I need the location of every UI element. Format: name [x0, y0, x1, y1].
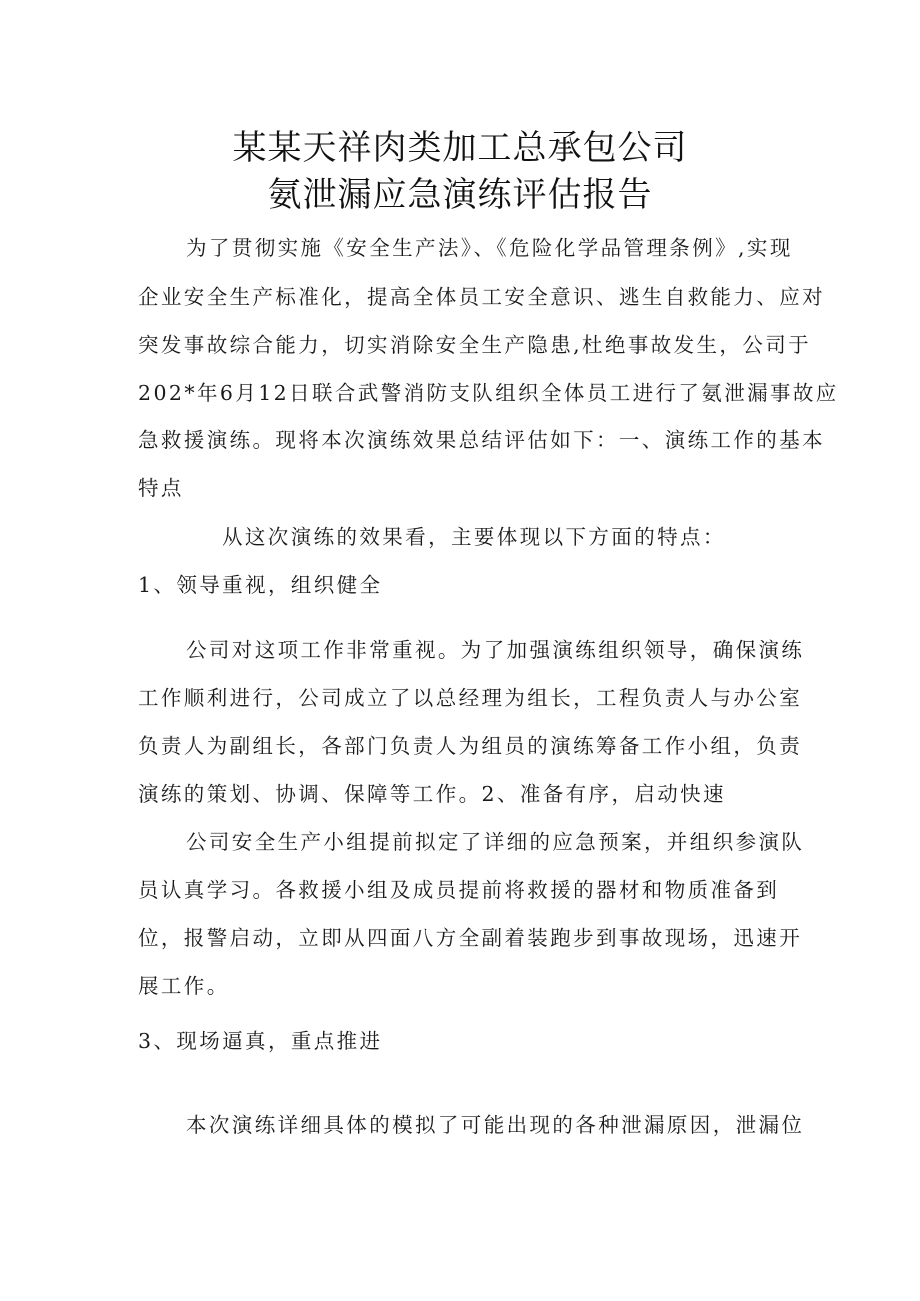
section1-line-1: 公司对这项工作非常重视。为了加强演练组织领导，确保演练 — [186, 638, 805, 662]
section2-line-1: 公司安全生产小组提前拟定了详细的应急预案，并组织参演队 — [186, 830, 805, 854]
summary-line: 从这次演练的效果看，主要体现以下方面的特点： — [222, 525, 726, 549]
intro-line-6: 特点 — [138, 476, 184, 500]
document-title-line-1: 某某天祥肉类加工总承包公司 — [232, 128, 688, 168]
section2-line-4: 展工作。 — [138, 974, 230, 998]
section1-line-4: 演练的策划、协调、保障等工作。2、准备有序，启动快速 — [138, 782, 726, 806]
intro-line-4: 202*年6月12日联合武警消防支队组织全体员工进行了氨泄漏事故应 — [138, 381, 839, 405]
section-heading-1: 1、领导重视，组织健全 — [138, 573, 383, 597]
intro-line-1: 为了贯彻实施《安全生产法》、《危险化学品管理条例》,实现 — [186, 236, 793, 260]
section2-line-3: 位，报警启动，立即从四面八方全副着装跑步到事故现场，迅速开 — [138, 926, 803, 950]
intro-line-2: 企业安全生产标准化，提高全体员工安全意识、逃生自救能力、应对 — [138, 285, 825, 309]
section2-line-2: 员认真学习。各救援小组及成员提前将救援的器材和物质准备到 — [138, 878, 780, 902]
intro-line-5: 急救援演练。现将本次演练效果总结评估如下：一、演练工作的基本 — [138, 428, 825, 452]
section1-line-2: 工作顺利进行，公司成立了以总经理为组长，工程负责人与办公室 — [138, 686, 803, 710]
section1-line-3: 负责人为副组长，各部门负责人为组员的演练筹备工作小组，负责 — [138, 734, 803, 758]
section3-line-1: 本次演练详细具体的模拟了可能出现的各种泄漏原因，泄漏位 — [186, 1113, 805, 1137]
intro-line-3: 突发事故综合能力，切实消除安全生产隐患,杜绝事故发生，公司于 — [138, 333, 812, 357]
document-title-line-2: 氨泄漏应急演练评估报告 — [267, 175, 653, 215]
section-heading-3: 3、现场逼真，重点推进 — [138, 1029, 383, 1053]
